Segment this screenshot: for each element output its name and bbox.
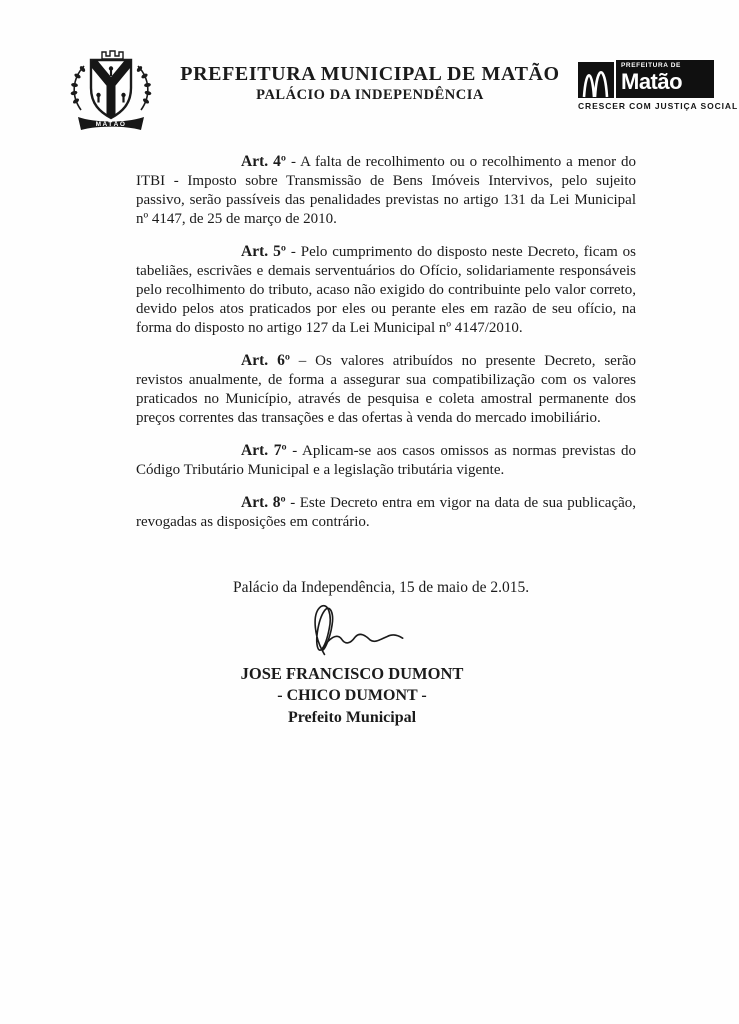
- article-4-label: Art. 4º: [241, 153, 287, 170]
- article-5: [136, 242, 636, 338]
- signer-alias: - CHICO DUMONT -: [277, 687, 427, 704]
- article-8: [136, 493, 636, 532]
- logo-name-box: [616, 60, 714, 98]
- article-4-text: - A falta de recolhimento ou o recolhimento a menor do ITBI - Imposto sobre Transmissão de Bens Imóveis Intervivos, pelo sujeito passivo, serão passíveis das penalidades previstas no artigo 131 da Lei Municipal nº 4147, de 25 de março de 2010.: [136, 154, 636, 227]
- signer-name: JOSE FRANCISCO DUMONT: [240, 664, 464, 683]
- article-5-text: - Pelo cumprimento do disposto neste Decreto, ficam os tabeliães, escrivães e demais serventuários do Ofício, solidariamente responsáveis pelo recolhimento do tributo, acaso não exigido do contribuinte pelo valor correto, devido pelos atos praticados por eles ou perante eles em razão de seu ofício, na forma do disposto no artigo 127 da Lei Municipal nº 4147/2010.: [136, 244, 636, 336]
- building-name: PALÁCIO DA INDEPENDÊNCIA: [256, 87, 484, 103]
- matao-coat-of-arms-icon: [58, 46, 164, 136]
- article-6-text: – Os valores atribuídos no presente Decreto, serão revistos anualmente, de forma a assegurar sua compatibilização com os valores praticados no Município, através de pesquisa e coleta amostral permanente dos preços correntes das transações e das ofertas à venda do mercado imobiliário.: [136, 353, 636, 426]
- matao-arcs-icon: [578, 60, 614, 98]
- article-5-label: Art. 5º: [241, 243, 286, 260]
- article-4: [136, 152, 636, 229]
- article-7: [136, 441, 636, 480]
- article-7-label: Art. 7º: [241, 442, 287, 459]
- logo-top-text: PREFEITURA DE: [621, 62, 681, 69]
- org-name: PREFEITURA MUNICIPAL DE MATÃO: [180, 63, 560, 85]
- logo-tagline: CRESCER COM JUSTIÇA SOCIAL: [578, 101, 739, 111]
- header-title-block: [168, 62, 572, 104]
- logo-city-name: Matão: [621, 69, 683, 94]
- crest-banner-text: MATÃO: [95, 121, 127, 128]
- article-6: [136, 351, 636, 428]
- article-8-text: - Este Decreto entra em vigor na data de sua publicação, revogadas as disposições em contrário.: [136, 495, 637, 530]
- dateline: Palácio da Independência, 15 de maio de 2.015.: [233, 579, 530, 596]
- article-8-label: Art. 8º: [241, 494, 286, 511]
- signature-block: [238, 663, 466, 729]
- article-6-label: Art. 6º: [241, 352, 290, 369]
- article-7-text: - Aplicam-se aos casos omissos as normas previstas do Código Tributário Municipal e a legislação tributária vigente.: [136, 443, 636, 478]
- logo-row: [578, 60, 714, 98]
- handwritten-signature: [292, 601, 417, 663]
- city-brand-logo: [578, 60, 739, 111]
- signer-title: Prefeito Municipal: [287, 709, 417, 726]
- decree-body: [136, 152, 636, 545]
